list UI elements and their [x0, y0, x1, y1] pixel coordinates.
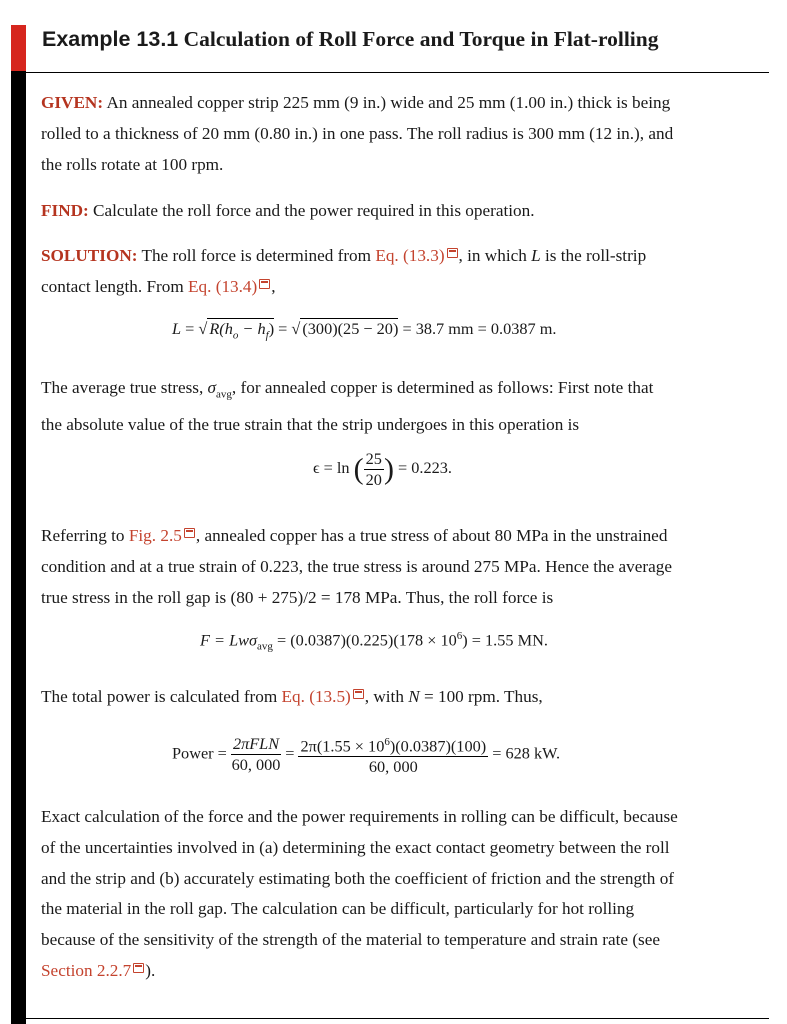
equation-roll-force: $F = Lw\sigma_{avg} = (0.0387)(0.225)(178 \times 10^6) = 1.55$ MN.: [200, 630, 548, 653]
equation-power: Power = $\frac{\text{2πFLN}}{60, 000}$ = $\frac{2\pi(1.55 \times 10^6)(0.0387)(100)}{60, 000}$ = 628 kW.: [172, 732, 560, 777]
figure-reference-paragraph: Referring to Fig. 2.5 , annealed copper has a true stress of about 80 MPa in the unstrained condition and at a true strain of 0.223, the true stress is around 275 MPa. Hence the average true stress in the roll gap is (80 + 275)/2 = 178 MPa. Thus, the roll force is: [41, 526, 672, 607]
external-link-icon[interactable]: [184, 528, 195, 538]
header-divider: [26, 72, 769, 73]
example-title: [42, 27, 658, 52]
section-2-2-7-link[interactable]: Section 2.2.7: [41, 960, 132, 980]
equation-contact-length: L = √ $R(h_o - h_f)$ = √ (300)(25 − 20) = 38.7 mm = 0.0387 m.: [172, 319, 557, 342]
external-link-icon[interactable]: [353, 689, 364, 699]
power-paragraph: The total power is calculated from Eq. (13.5) , with N = 100 rpm. Thus,: [41, 687, 543, 706]
find-paragraph: FIND: Calculate the roll force and the power required in this operation.: [41, 201, 535, 220]
external-link-icon[interactable]: [133, 963, 144, 973]
sidebar-rule: [11, 71, 26, 1024]
fig-2-5-link[interactable]: Fig. 2.5: [128, 526, 182, 545]
equation-true-strain: ϵ = ln ( $\frac{25}{20}$ ) = 0.223.: [313, 449, 452, 489]
conclusion-paragraph: Exact calculation of the force and the power requirements in rolling can be difficult, because of the uncertainties involved in (a) determining the exact contact geometry between the roll and the strip and (b) accurately estimating both the coefficient of friction and the strength of the material in the roll gap. The calculation can be difficult, particularly for hot rolling because of the sensitivity of the strength of the material to temperature and strain rate (see Section 2.2.7 ).: [41, 807, 678, 980]
example-number: Example 13.1: [42, 27, 179, 51]
given-paragraph: GIVEN: An annealed copper strip 225 mm (9 in.) wide and 25 mm (1.00 in.) thick is being rolled to a thickness of 20 mm (0.80 in.) in one pass. The roll radius is 300 mm (12 in.), and the rolls rotate at 100 rpm.: [41, 93, 674, 174]
eq-13-5-link[interactable]: Eq. (13.5): [281, 687, 351, 706]
external-link-icon[interactable]: [259, 279, 270, 289]
solution-label: SOLUTION:: [41, 246, 138, 265]
external-link-icon[interactable]: [447, 248, 458, 258]
footer-divider: [26, 1018, 769, 1019]
given-label: GIVEN:: [41, 93, 104, 112]
example-heading: Calculation of Roll Force and Torque in Flat-rolling: [183, 27, 659, 51]
eq-13-3-link[interactable]: Eq. (13.3): [375, 246, 445, 265]
eq-13-4-link[interactable]: Eq. (13.4): [188, 276, 258, 296]
find-label: FIND:: [41, 201, 89, 220]
title-accent-bar: [11, 25, 26, 71]
solution-paragraph: SOLUTION: The roll force is determined from Eq. (13.3) , in which L is the roll-strip contact length. From Eq. (13.4) ,: [41, 246, 647, 296]
stress-paragraph: The average true stress, $\sigma_{avg}$, for annealed copper is determined as follows: First note that the absolute value of the true strain that the strip undergoes in this operation is: [41, 378, 654, 435]
